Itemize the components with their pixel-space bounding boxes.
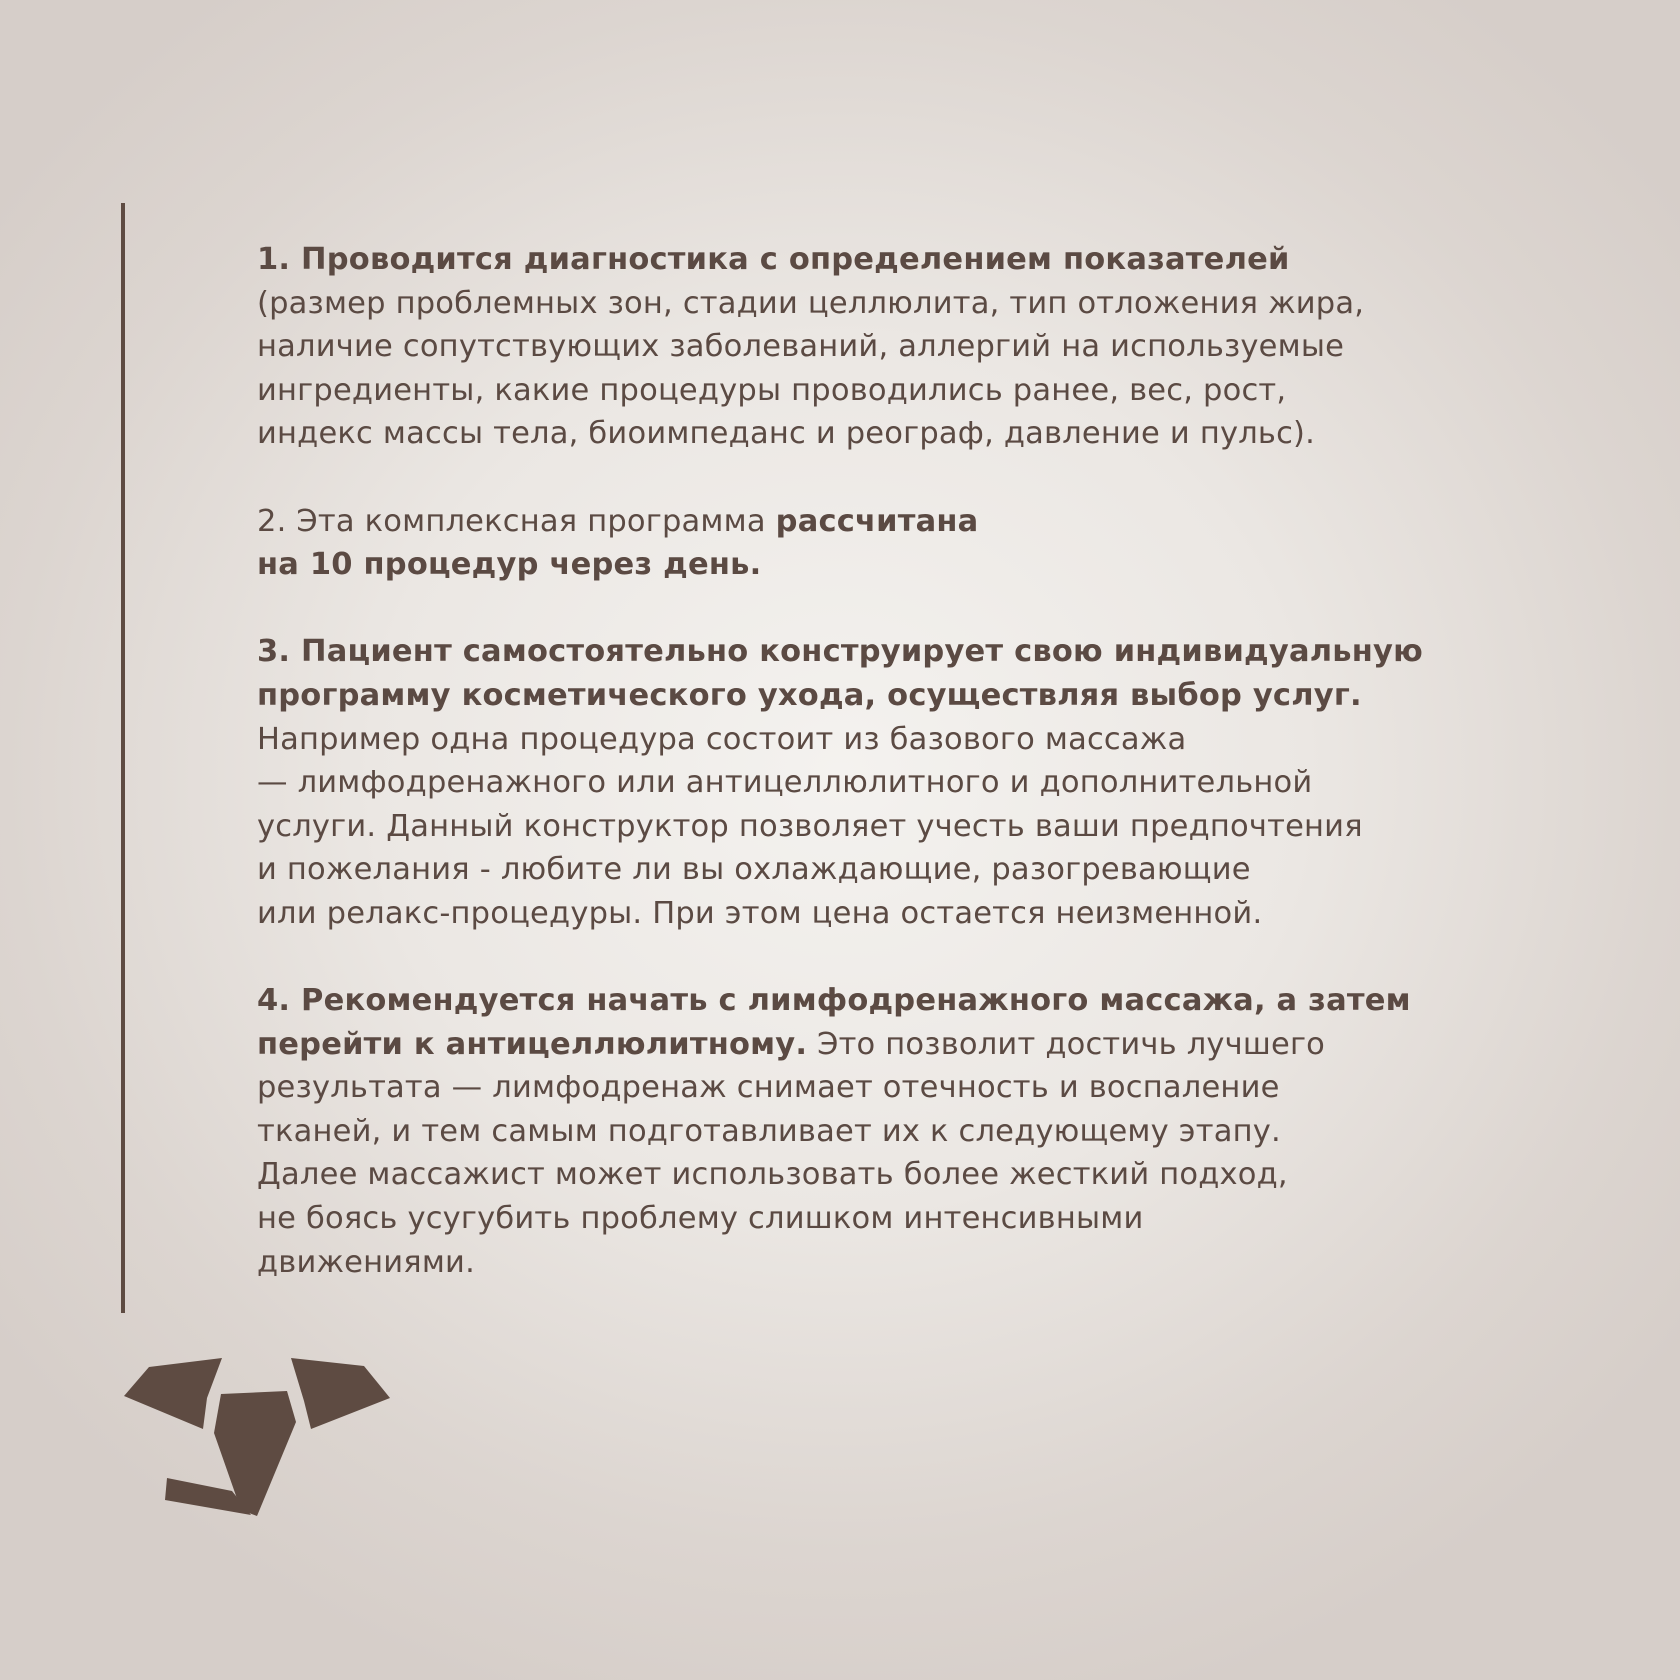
paragraph-constructor — [257, 630, 1557, 935]
geometric-shards-logo-icon — [124, 1358, 390, 1518]
logo-left-shard — [124, 1358, 222, 1429]
paragraph-2-body: 2. Эта комплексная программа — [257, 503, 776, 539]
paragraph-3-body: Например одна процедура состоит из базового массажа — лимфодренажного или антицеллюлитного и дополнительной услуги. Данный конструктор позволяет учесть ваши предпочтения и пожелания - любите ли вы охлаждающие, разогревающие или релакс-процедуры. При этом цена остается неизменной. — [257, 721, 1363, 931]
paragraph-4-body: Это позволит достичь лучшего результата — лимфодренаж снимает отечность и воспаление тканей, и тем самым подготавливает их к следующему этапу. Далее массажист может использовать более жесткий подход, не боясь усугубить проблему слишком интенсивными движениями. — [257, 1026, 1326, 1280]
paragraph-4-heading: 4. Рекомендуется начать с лимфодренажного массажа, а затем перейти к антицеллюлитному. — [257, 983, 1411, 1062]
vertical-accent-line — [121, 203, 125, 1313]
paragraph-recommendation — [257, 979, 1557, 1284]
paragraph-3-heading: 3. Пациент самостоятельно конструирует свою индивидуальную программу косметического ухода, осуществляя выбор услуг. — [257, 634, 1423, 713]
paragraph-1-heading: 1. Проводится диагностика с определением показателей — [257, 242, 1290, 277]
paragraph-1-body: (размер проблемных зон, стадии целлюлита, тип отложения жира, наличие сопутствующих заболеваний, аллергий на используемые ингредиенты, какие процедуры проводились ранее, вес, рост, индекс массы тела, биоимпеданс и реограф, давление и пульс). — [257, 285, 1365, 452]
info-text-block — [257, 238, 1557, 1284]
logo-right-shard — [291, 1358, 390, 1429]
paragraph-program-length — [257, 500, 1557, 587]
paragraph-2-emphasis: рассчитана на 10 процедур через день. — [257, 503, 979, 583]
paragraph-diagnostics — [257, 238, 1557, 456]
